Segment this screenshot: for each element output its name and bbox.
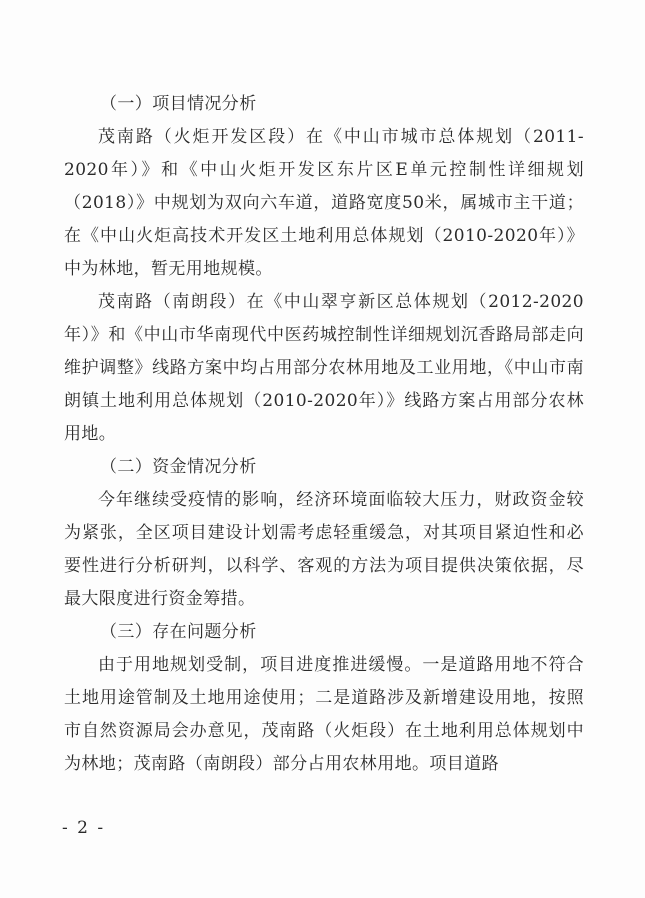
document-body (64, 88, 584, 781)
paragraph-huoju-section: 茂南路（火炬开发区段）在《中山市城市总体规划（2011-2020年）》和《中山火炬开发区东片区E单元控制性详细规划（2018）》中规划为双向六车道，道路宽度50米，属城市主干道；在《中山火炬高技术开发区土地利用总体规划（2010-2020年）》中为林地，暂无用地规模。 (64, 127, 584, 279)
paragraph-nanlang-section: 茂南路（南朗段）在《中山翠亨新区总体规划（2012-2020年）》和《中山市华南现代中医药城控制性详细规划沉香路局部走向维护调整》线路方案中均占用部分农林用地及工业用地，《中山市南朗镇土地利用总体规划（2010-2020年）》线路方案占用部分农林用地。 (64, 292, 584, 444)
section-heading-funding: （二）资金情况分析 (100, 457, 257, 477)
section-heading-problems: （三）存在问题分析 (100, 622, 257, 642)
page-number: - 2 - (62, 818, 106, 838)
paragraph-problems: 由于用地规划受制，项目进度推进缓慢。一是道路用地不符合土地用途管制及土地用途使用；二是道路涉及新增建设用地，按照市自然资源局会办意见，茂南路（火炬段）在土地利用总体规划中为林地；茂南路（南朗段）部分占用农林用地。项目道路 (64, 655, 584, 774)
paragraph-funding: 今年继续受疫情的影响，经济环境面临较大压力，财政资金较为紧张，全区项目建设计划需考虑轻重缓急，对其项目紧迫性和必要性进行分析研判，以科学、客观的方法为项目提供决策依据，尽最大限度进行资金筹措。 (64, 490, 584, 609)
section-heading-project: （一）项目情况分析 (100, 94, 257, 114)
